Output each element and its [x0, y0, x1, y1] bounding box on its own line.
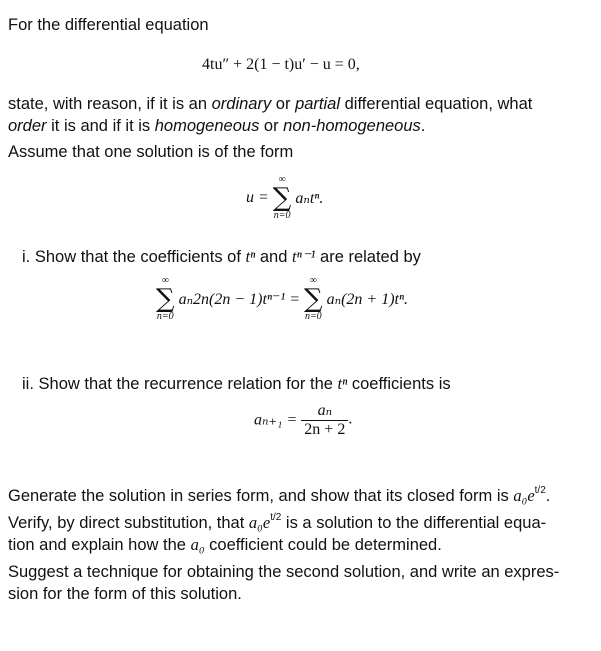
recurrence-relation: aₙ₊₁ = $\frac{\text{aₙ}}{2n + 2}$ .	[254, 402, 353, 438]
generate-text: Generate the solution in series form, and show that its closed form is $a_0e^{t/2}$.	[8, 485, 551, 505]
part-i-equation: ∞ ∑ n=0 aₙ2n(2n − 1)tⁿ⁻¹ = ∞ ∑ n=0 aₙ(2n + 1)tⁿ.	[156, 275, 409, 322]
main-equation: 4tu″ + 2(1 − t)u′ − u = 0,	[202, 56, 360, 73]
sum-symbol-left: ∞ ∑ n=0	[156, 275, 175, 322]
state-paragraph: state, with reason, if it is an ordinary or partial differential equation, what order it is and if it is homogeneous or non-homogeneous.	[8, 95, 533, 135]
verify-text: Verify, by direct substitution, that $a_0e^{t/2}$ is a solution to the differential equa- tion and explain how the a₀ coefficient could be determined.	[8, 512, 547, 554]
part-i: i. Show that the coefficients of tⁿ and tⁿ⁻¹ are related by	[22, 247, 421, 266]
sum-symbol-right: ∞ ∑ n=0	[304, 275, 323, 322]
part-ii: ii. Show that the recurrence relation for the tⁿ coefficients is	[22, 374, 451, 393]
non-homogeneous-term: non-homogeneous	[283, 117, 421, 135]
intro-text: For the differential equation	[8, 16, 209, 34]
ordinary-term: ordinary	[211, 95, 272, 113]
series-form: u = ∞ ∑ n=0 aₙtⁿ.	[246, 174, 324, 221]
sum-symbol: ∞ ∑ n=0	[272, 174, 292, 221]
homogeneous-term: homogeneous	[154, 117, 260, 135]
recurrence-fraction: $\frac{\text{aₙ}}{2n + 2}$	[301, 400, 348, 439]
assume-text: Assume that one solution is of the form	[8, 143, 294, 161]
partial-term: partial	[295, 95, 341, 113]
order-term: order	[8, 117, 47, 135]
suggest-text: Suggest a technique for obtaining the second solution, and write an expres- sion for the form of this solution.	[8, 563, 560, 603]
